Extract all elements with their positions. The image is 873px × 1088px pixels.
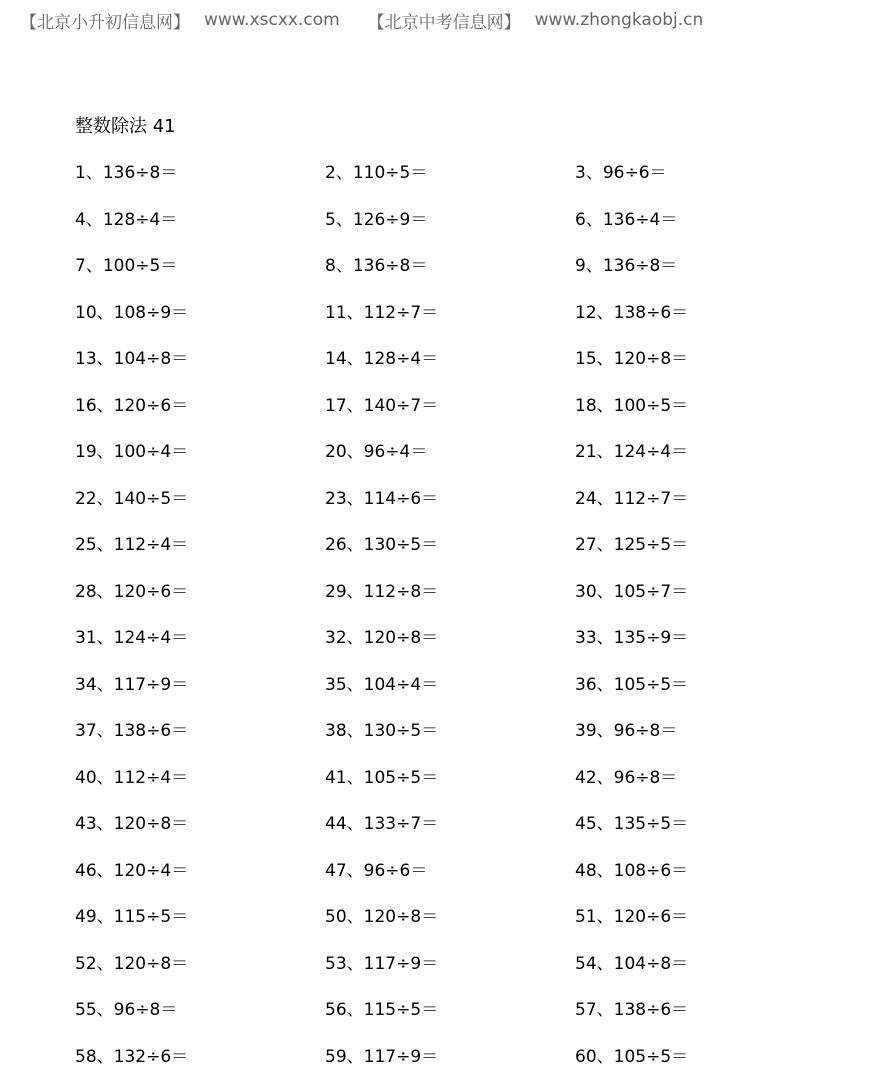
division-problem: 8、136÷8＝ xyxy=(325,251,575,298)
division-problem: 37、138÷6＝ xyxy=(75,716,325,763)
division-problem: 3、96÷6＝ xyxy=(575,158,825,205)
division-problem: 48、108÷6＝ xyxy=(575,856,825,903)
division-problem: 44、133÷7＝ xyxy=(325,809,575,856)
worksheet-title: 整数除法 41 xyxy=(75,113,176,141)
division-problem: 9、136÷8＝ xyxy=(575,251,825,298)
division-problem: 23、114÷6＝ xyxy=(325,484,575,531)
division-problem: 24、112÷7＝ xyxy=(575,484,825,531)
division-problem: 16、120÷6＝ xyxy=(75,391,325,438)
division-problem: 13、104÷8＝ xyxy=(75,344,325,391)
division-problem: 35、104÷4＝ xyxy=(325,670,575,717)
division-problem: 55、96÷8＝ xyxy=(75,995,325,1042)
division-problem: 17、140÷7＝ xyxy=(325,391,575,438)
division-problem: 12、138÷6＝ xyxy=(575,298,825,345)
division-problem: 6、136÷4＝ xyxy=(575,205,825,252)
division-problem: 59、117÷9＝ xyxy=(325,1042,575,1088)
division-problem: 41、105÷5＝ xyxy=(325,763,575,810)
source-label-zhongkao: 【北京中考信息网】 xyxy=(368,8,521,33)
source-label-xscxx: 【北京小升初信息网】 xyxy=(20,8,190,33)
division-problem: 50、120÷8＝ xyxy=(325,902,575,949)
division-problem: 15、120÷8＝ xyxy=(575,344,825,391)
division-problem: 45、135÷5＝ xyxy=(575,809,825,856)
division-problem: 22、140÷5＝ xyxy=(75,484,325,531)
division-problem: 25、112÷4＝ xyxy=(75,530,325,577)
division-problem: 5、126÷9＝ xyxy=(325,205,575,252)
division-problem: 26、130÷5＝ xyxy=(325,530,575,577)
problem-grid xyxy=(75,158,835,1088)
division-problem: 58、132÷6＝ xyxy=(75,1042,325,1088)
page-header xyxy=(20,6,703,34)
division-problem: 39、96÷8＝ xyxy=(575,716,825,763)
source-link-zhongkao[interactable]: www.zhongkaobj.cn xyxy=(535,10,704,30)
division-problem: 33、135÷9＝ xyxy=(575,623,825,670)
division-problem: 10、108÷9＝ xyxy=(75,298,325,345)
division-problem: 30、105÷7＝ xyxy=(575,577,825,624)
division-problem: 28、120÷6＝ xyxy=(75,577,325,624)
division-problem: 7、100÷5＝ xyxy=(75,251,325,298)
division-problem: 57、138÷6＝ xyxy=(575,995,825,1042)
division-problem: 60、105÷5＝ xyxy=(575,1042,825,1088)
division-problem: 2、110÷5＝ xyxy=(325,158,575,205)
division-problem: 54、104÷8＝ xyxy=(575,949,825,996)
division-problem: 11、112÷7＝ xyxy=(325,298,575,345)
division-problem: 19、100÷4＝ xyxy=(75,437,325,484)
division-problem: 51、120÷6＝ xyxy=(575,902,825,949)
division-problem: 1、136÷8＝ xyxy=(75,158,325,205)
division-problem: 18、100÷5＝ xyxy=(575,391,825,438)
division-problem: 36、105÷5＝ xyxy=(575,670,825,717)
division-problem: 42、96÷8＝ xyxy=(575,763,825,810)
source-link-xscxx[interactable]: www.xscxx.com xyxy=(204,10,340,30)
division-problem: 20、96÷4＝ xyxy=(325,437,575,484)
division-problem: 21、124÷4＝ xyxy=(575,437,825,484)
division-problem: 29、112÷8＝ xyxy=(325,577,575,624)
division-problem: 32、120÷8＝ xyxy=(325,623,575,670)
division-problem: 27、125÷5＝ xyxy=(575,530,825,577)
division-problem: 31、124÷4＝ xyxy=(75,623,325,670)
division-problem: 40、112÷4＝ xyxy=(75,763,325,810)
division-problem: 52、120÷8＝ xyxy=(75,949,325,996)
division-problem: 49、115÷5＝ xyxy=(75,902,325,949)
division-problem: 38、130÷5＝ xyxy=(325,716,575,763)
division-problem: 56、115÷5＝ xyxy=(325,995,575,1042)
division-problem: 43、120÷8＝ xyxy=(75,809,325,856)
division-problem: 53、117÷9＝ xyxy=(325,949,575,996)
division-problem: 4、128÷4＝ xyxy=(75,205,325,252)
division-problem: 14、128÷4＝ xyxy=(325,344,575,391)
division-problem: 34、117÷9＝ xyxy=(75,670,325,717)
division-problem: 47、96÷6＝ xyxy=(325,856,575,903)
division-problem: 46、120÷4＝ xyxy=(75,856,325,903)
